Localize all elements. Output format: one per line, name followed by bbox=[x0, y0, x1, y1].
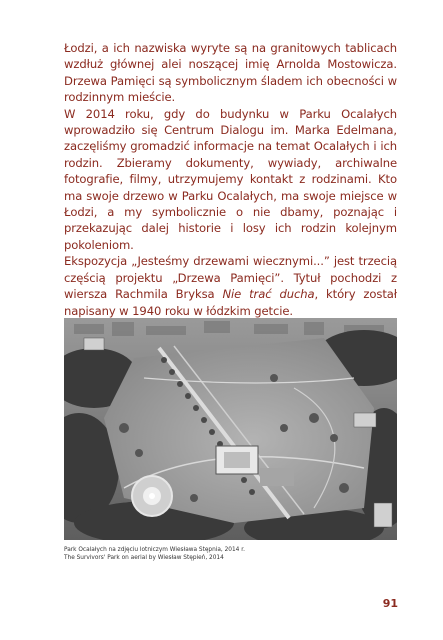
caption-polish: Park Ocalałych na zdjęciu lotniczym Wiesława Stępnia, 2014 r. bbox=[64, 547, 245, 553]
aerial-photo-illustration bbox=[64, 318, 397, 540]
page-number: 91 bbox=[382, 597, 398, 610]
photo-caption bbox=[64, 546, 397, 562]
body-text bbox=[64, 40, 397, 319]
paragraph-1: Łodzi, a ich nazwiska wyryte są na granitowych tablicach wzdłuż głównej alei noszącej imię Arnolda Mostowicza. Drzewa Pamięci są symbolicznym śladem ich obecności w rodzinnym mieście. bbox=[64, 41, 397, 105]
caption-english: The Survivors' Park on aerial by Wiesław Stępień, 2014 bbox=[64, 555, 224, 562]
paragraph-2: W 2014 roku, gdy do budynku w Parku Ocalałych wprowadziło się Centrum Dialogu im. Marka Edelmana, zaczęliśmy gromadzić informacje na temat Ocalałych i ich rodzin. Zbieramy dokumenty, wywiady, archiwalne fotografie, filmy, utrzymujemy kontakt z rodzinami. Kto ma swoje drzewo w Parku Ocalałych, ma swoje miejsce w Łodzi, a my symbolicznie o nie dbamy, poznając i przekazując dalej historie i losy ich rodzin kolejnym pokoleniom. bbox=[64, 106, 397, 252]
paragraph-3-end: , który został napisany w 1940 roku w łódzkim getcie. bbox=[64, 287, 397, 318]
poem-title: Nie trać ducha bbox=[222, 287, 315, 302]
paragraph-3 bbox=[64, 253, 397, 319]
aerial-photo bbox=[64, 318, 397, 540]
paragraph-3-text: Ekspozycja „Jesteśmy drzewami wiecznymi...” jest trzecią częścią projektu „Drzewa Pamięci”. Tytuł pochodzi z wiersza Rachmila Bryksa bbox=[64, 254, 397, 302]
